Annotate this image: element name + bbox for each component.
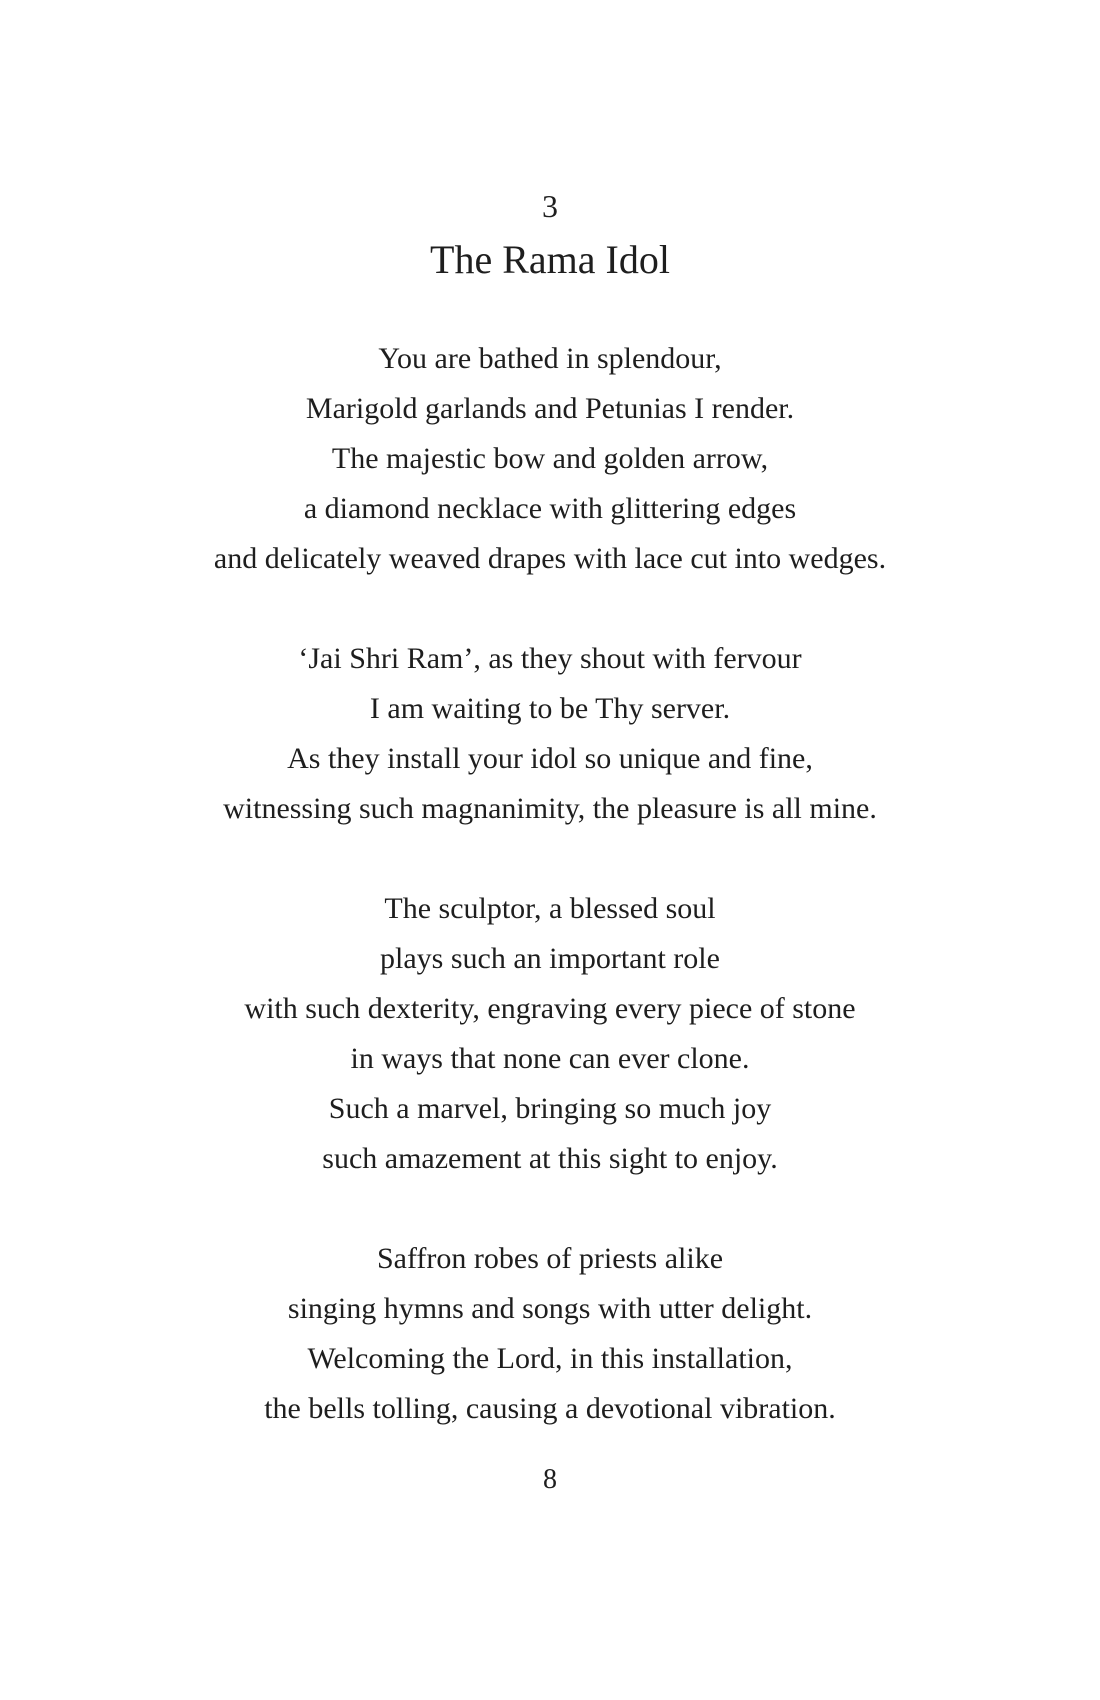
poem-line: I am waiting to be Thy server.: [369, 692, 731, 725]
poem-line: witnessing such magnanimity, the pleasure is all mine.: [223, 792, 877, 825]
poem-line: The majestic bow and golden arrow,: [331, 442, 769, 475]
stanza-3: [0, 884, 1100, 1184]
poem-line: The sculptor, a blessed soul: [384, 892, 716, 925]
poem-line: singing hymns and songs with utter delight.: [287, 1292, 813, 1325]
poem-line: with such dexterity, engraving every piece of stone: [244, 992, 856, 1025]
poem-line: in ways that none can ever clone.: [350, 1042, 750, 1075]
stanza-4: [0, 1234, 1100, 1434]
poem-line: and delicately weaved drapes with lace cut into wedges.: [213, 542, 887, 575]
page-footer: [0, 1464, 1100, 1496]
poem-line: Welcoming the Lord, in this installation,: [307, 1342, 793, 1375]
poem-line: plays such an important role: [380, 942, 720, 975]
stanza-2: [0, 634, 1100, 834]
page-number: 8: [543, 1464, 557, 1495]
poem-body: [0, 334, 1100, 1434]
chapter-number: 3: [542, 188, 558, 224]
poem-line: Such a marvel, bringing so much joy: [328, 1092, 772, 1125]
stanza-1: [0, 334, 1100, 584]
poem-line: such amazement at this sight to enjoy.: [322, 1142, 778, 1175]
poem-line: Saffron robes of priests alike: [376, 1242, 724, 1275]
poem-line: ‘Jai Shri Ram’, as they shout with fervour: [298, 642, 802, 675]
chapter-header: [0, 0, 1100, 284]
poem-line: As they install your idol so unique and fine,: [287, 742, 813, 775]
poem-line: Marigold garlands and Petunias I render.: [305, 392, 795, 425]
poem-line: You are bathed in splendour,: [378, 342, 722, 375]
chapter-title: The Rama Idol: [430, 237, 670, 282]
poem-line: a diamond necklace with glittering edges: [303, 492, 797, 525]
poem-line: the bells tolling, causing a devotional vibration.: [264, 1392, 836, 1425]
